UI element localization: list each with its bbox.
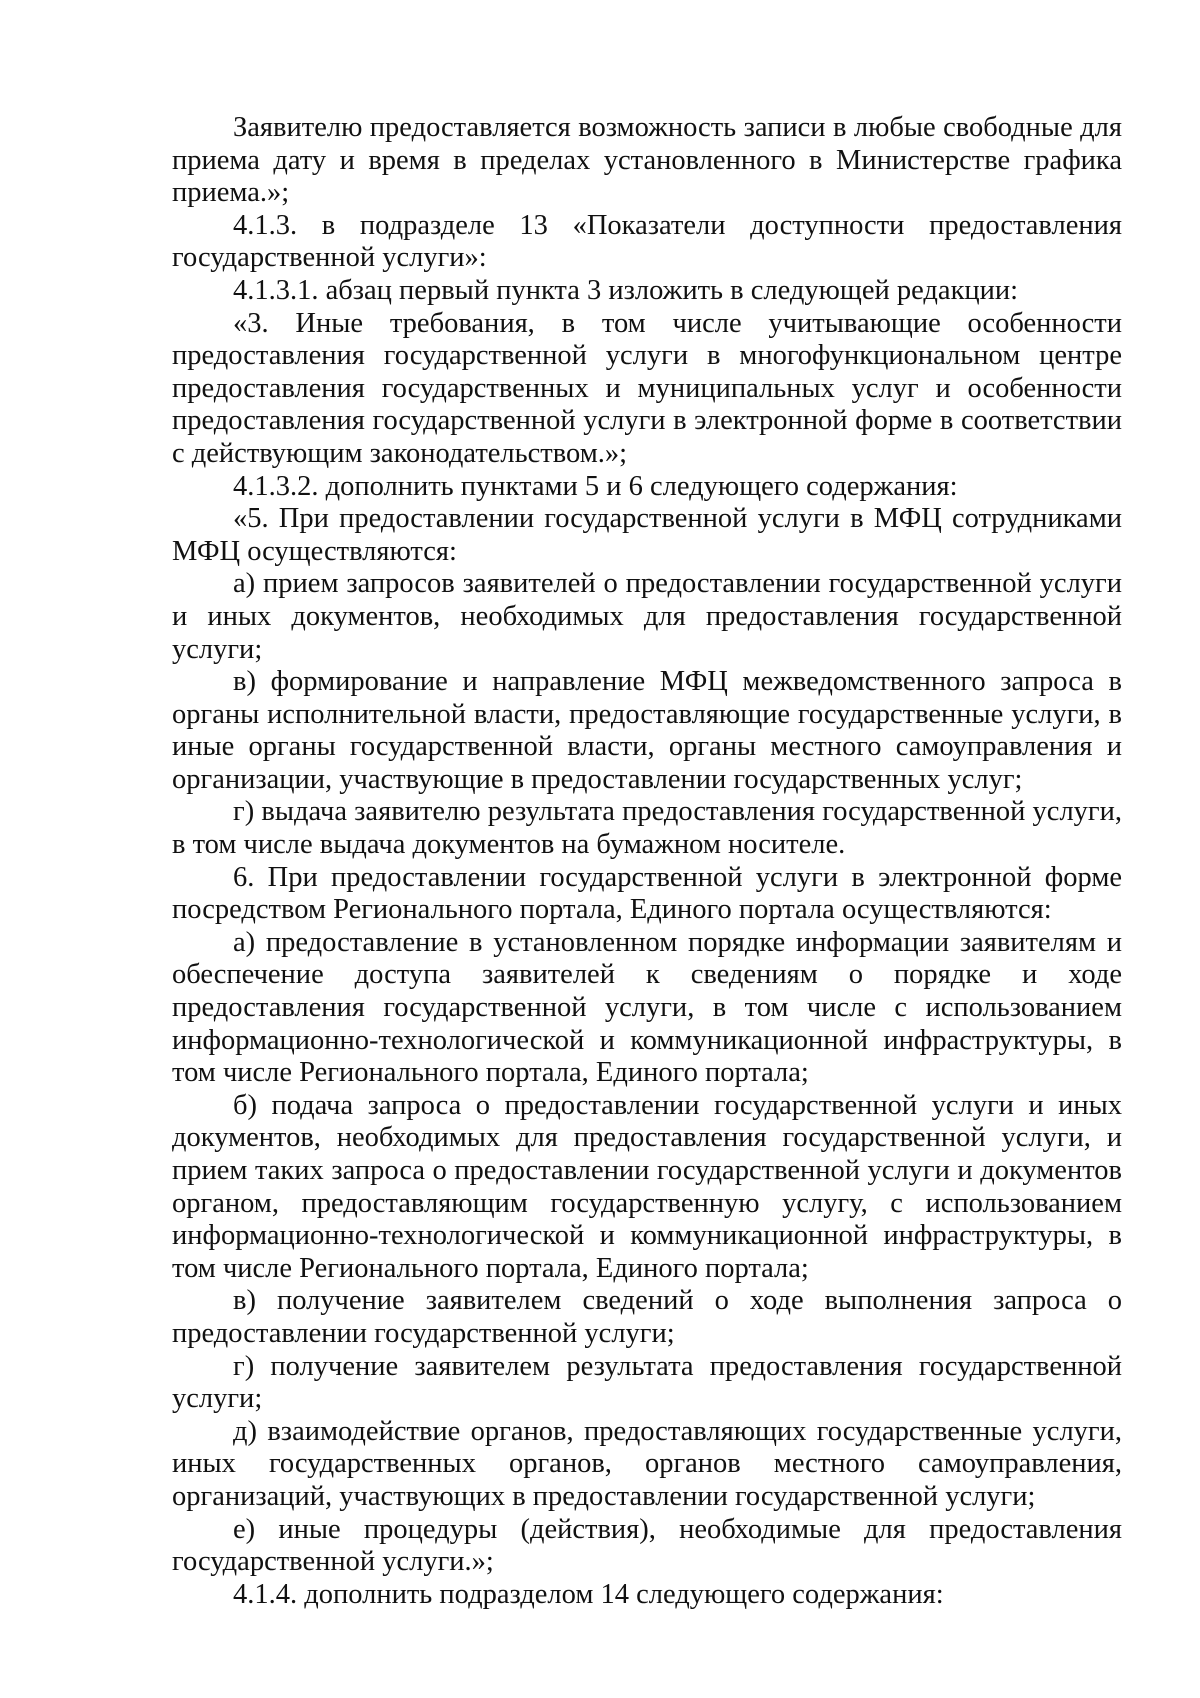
paragraph: 4.1.3.2. дополнить пунктами 5 и 6 следующего содержания: xyxy=(233,470,958,502)
paragraph: в) получение заявителем сведений о ходе выполнения запроса о предоставлении государственной услуги; xyxy=(172,1285,1122,1349)
paragraph: а) предоставление в установленном порядке информации заявителям и обеспечение доступа заявителей к сведениям о порядке и ходе предоставления государственной услуги, в том числе с использованием информационно-технологической и коммуникационной инфраструктуры, в том числе Регионального портала, Единого портала; xyxy=(172,926,1122,1089)
paragraph: г) выдача заявителю результата предоставления государственной услуги, в том числе выдача документов на бумажном носителе. xyxy=(172,796,1122,861)
paragraph: «5. При предоставлении государственной услуги в МФЦ сотрудниками МФЦ осуществляются: xyxy=(172,503,1122,567)
paragraph: г) получение заявителем результата предоставления государственной услуги; xyxy=(172,1350,1122,1415)
paragraph: б) подача запроса о предоставлении государственной услуги и иных документов, необходимых для предоставления государственной услуги, и прием таких запроса о предоставлении государственной услуги и документов органом, предоставляющим государственную услугу, с использованием информационно-технологической и коммуникационной инфраструктуры, в том числе Регионального портала, Единого портала; xyxy=(172,1089,1122,1284)
paragraph: 4.1.4. дополнить подразделом 14 следующего содержания: xyxy=(233,1578,944,1610)
paragraph: «3. Иные требования, в том числе учитывающие особенности предоставления государственной услуги в многофункциональном центре предоставления государственных и муниципальных услуг и особенности предоставления государственной услуги в электронной форме в соответствии с действующим законодательством.»; xyxy=(172,307,1122,469)
paragraph: д) взаимодействие органов, предоставляющих государственные услуги, иных государственных органов, органов местного самоуправления, организаций, участвующих в предоставлении государственной услуги; xyxy=(172,1415,1122,1512)
document-page xyxy=(172,112,1122,1611)
paragraph: Заявителю предоставляется возможность записи в любые свободные для приема дату и время в пределах установленного в Министерстве графика приема.»; xyxy=(172,112,1122,209)
paragraph: в) формирование и направление МФЦ межведомственного запроса в органы исполнительной власти, предоставляющие государственные услуги, в иные органы государственной власти, органы местного самоуправления и организации, участвующие в предоставлении государственных услуг; xyxy=(172,666,1122,795)
paragraph: 4.1.3. в подразделе 13 «Показатели доступности предоставления государственной услуги»: xyxy=(172,209,1122,274)
paragraph: е) иные процедуры (действия), необходимые для предоставления государственной услуги.»; xyxy=(172,1513,1122,1578)
paragraph: 6. При предоставлении государственной услуги в электронной форме посредством Регионального портала, Единого портала осуществляются: xyxy=(172,861,1122,926)
paragraph: 4.1.3.1. абзац первый пункта 3 изложить в следующей редакции: xyxy=(233,274,1019,306)
paragraph: а) прием запросов заявителей о предоставлении государственной услуги и иных документов, необходимых для предоставления государственной услуги; xyxy=(172,568,1122,665)
